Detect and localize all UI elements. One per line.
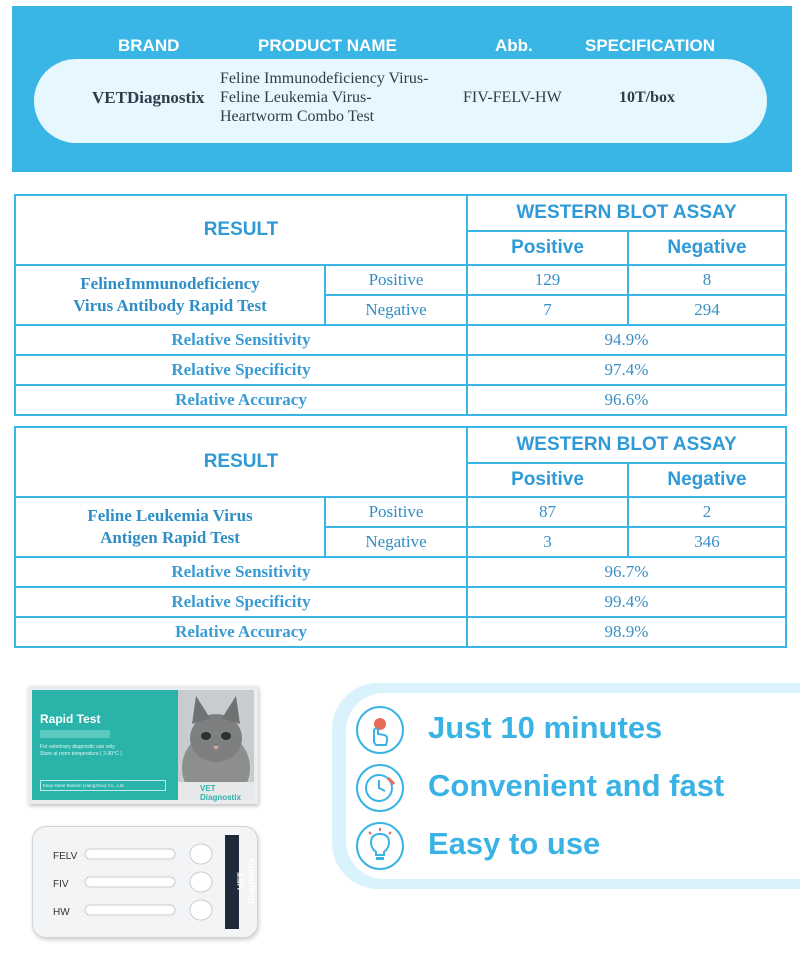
result-header: RESULT (15, 427, 467, 497)
cell-neg-pos: 3 (467, 527, 628, 557)
relative-sensitivity-value: 96.7% (467, 557, 786, 587)
relative-specificity-value: 99.4% (467, 587, 786, 617)
relative-accuracy-value: 96.6% (467, 385, 786, 415)
feature-convenient-and-fast: Convenient and fast (428, 768, 725, 803)
cell-neg-neg: 346 (628, 527, 786, 557)
product-header (12, 6, 792, 172)
touch-virus-icon (356, 706, 404, 754)
row-positive-label: Positive (325, 265, 467, 295)
relative-specificity-label: Relative Specificity (15, 587, 467, 617)
western-blot-header: WESTERN BLOT ASSAY (467, 427, 786, 463)
lightbulb-icon (356, 822, 404, 870)
positive-header: Positive (467, 231, 628, 265)
cassette-label-fiv: FIV (53, 879, 69, 890)
pouch-info-line: Store at room temperature ( 2-30°C ) (40, 751, 122, 757)
test-name-line: Antigen Rapid Test (100, 528, 240, 547)
pouch-label (32, 690, 182, 800)
relative-accuracy-label: Relative Accuracy (15, 385, 467, 415)
brand-value: VETDiagnostix (92, 88, 205, 107)
western-blot-header: WESTERN BLOT ASSAY (467, 195, 786, 231)
row-negative-label: Negative (325, 527, 467, 557)
relative-accuracy-label: Relative Accuracy (15, 617, 467, 647)
abb-value: FIV-FELV-HW (463, 89, 562, 106)
test-name-line: Virus Antibody Rapid Test (73, 296, 267, 315)
relative-sensitivity-value: 94.9% (467, 325, 786, 355)
test-name (15, 497, 325, 557)
test-name-line: Feline Leukemia Virus (87, 506, 253, 525)
test-pouch-image (28, 686, 258, 804)
product-name-value (220, 69, 428, 126)
col-abb: Abb. (495, 36, 533, 55)
pouch-info (40, 744, 122, 758)
negative-header: Negative (628, 231, 786, 265)
product-name-line: Feline Leukemia Virus- (220, 89, 372, 106)
cell-pos-pos: 87 (467, 497, 628, 527)
cassette-logo: VET Diagnostix (236, 858, 256, 905)
test-name-line: FelineImmunodeficiency (80, 274, 260, 293)
specification-value: 10T/box (619, 89, 676, 106)
negative-header: Negative (628, 463, 786, 497)
product-info-pill (34, 59, 767, 143)
feature-easy-to-use: Easy to use (428, 826, 601, 861)
cassette-strips (33, 827, 257, 937)
pouch-info-line: For veterinary diagnostic use only (40, 744, 115, 750)
relative-sensitivity-label: Relative Sensitivity (15, 325, 467, 355)
cassette-label-felv: FELV (53, 851, 78, 862)
relative-specificity-value: 97.4% (467, 355, 786, 385)
test-name (15, 265, 325, 325)
product-name-line: Heartworm Combo Test (220, 108, 375, 125)
cell-neg-pos: 7 (467, 295, 628, 325)
felv-results-table (14, 426, 787, 648)
cell-pos-pos: 129 (467, 265, 628, 295)
pouch-title: Rapid Test (40, 712, 101, 726)
fiv-results-table (14, 194, 787, 416)
product-name-line: Feline Immunodeficiency Virus- (220, 70, 429, 87)
feature-just-10-minutes: Just 10 minutes (428, 710, 663, 745)
col-product-name: PRODUCT NAME (258, 36, 397, 55)
cell-neg-neg: 294 (628, 295, 786, 325)
cell-pos-neg: 2 (628, 497, 786, 527)
row-positive-label: Positive (325, 497, 467, 527)
col-specification: SPECIFICATION (585, 36, 716, 55)
row-negative-label: Negative (325, 295, 467, 325)
test-cassette-image (32, 826, 258, 938)
relative-accuracy-value: 98.9% (467, 617, 786, 647)
relative-specificity-label: Relative Specificity (15, 355, 467, 385)
relative-sensitivity-label: Relative Sensitivity (15, 557, 467, 587)
positive-header: Positive (467, 463, 628, 497)
cassette-label-hw: HW (53, 907, 70, 918)
col-brand: BRAND (118, 36, 180, 55)
pouch-logo: VET Diagnostix (200, 784, 241, 802)
pouch-subtitle-bar (40, 730, 110, 738)
cell-pos-neg: 8 (628, 265, 786, 295)
clock-icon (356, 764, 404, 812)
result-header: RESULT (15, 195, 467, 265)
pouch-maker: Easy-Gene Biotech (Hangzhou) Co., Ltd. (40, 780, 166, 791)
